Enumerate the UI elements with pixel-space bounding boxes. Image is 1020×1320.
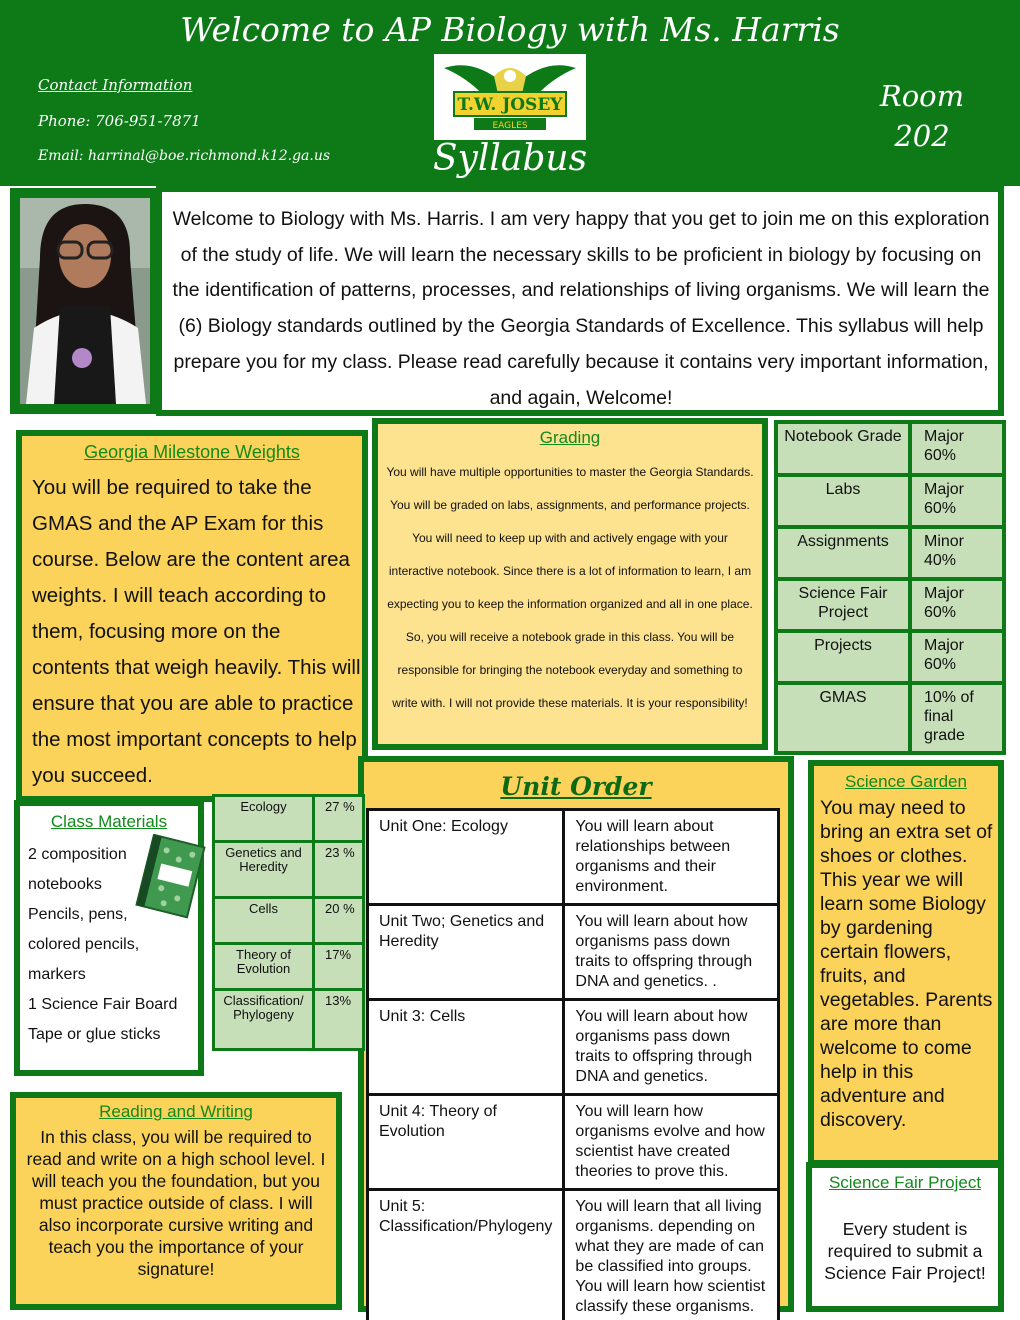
science-fair-section (806, 1162, 1004, 1312)
unit-weight-value: 13% (314, 990, 364, 1050)
grade-category: Notebook Grade (776, 422, 910, 475)
table-row (776, 422, 1004, 475)
grading-text: You will have multiple opportunities to master the Georgia Standards. You will be graded on labs, assignments, and performance projects. You will need to keep up with and actively engage with your interactive notebook. Since there is a lot of information to learn, I am expecting you to keep the information organized and all in one place. So, you will receive a notebook grade in this class. You will be responsible for bringing the notebook everyday and something to write with. I will not provide these materials. It is your responsibility! (386, 465, 754, 710)
table-row (776, 475, 1004, 527)
table-row (776, 579, 1004, 631)
materials-heading: Class Materials (50, 812, 168, 831)
unit-weight-value: 23 % (314, 842, 364, 898)
reading-text: In this class, you will be required to read and write on a high school level. I will teach you the foundation, but you must practice outside of class. I will also incorporate cursive writing and teach you the importance of your signature! (26, 1127, 326, 1279)
list-item: 2 composition notebooks (28, 846, 127, 893)
table-row (214, 990, 364, 1050)
grade-category: GMAS (776, 683, 910, 753)
unit-weight-label: Genetics and Heredity (214, 842, 314, 898)
list-item: 1 Science Fair Board (28, 996, 178, 1013)
table-row (776, 631, 1004, 683)
table-row (368, 1000, 779, 1095)
grade-category: Projects (776, 631, 910, 683)
table-row (368, 1190, 779, 1320)
grade-weight: Major 60% (910, 579, 1004, 631)
grading-section (372, 418, 768, 750)
unit-weight-label: Theory of Evolution (214, 944, 314, 990)
unit-name: Unit Two; Genetics and Heredity (368, 905, 564, 1000)
unit-description: You will learn about how organisms pass down traits to offspring through DNA and genetics. (564, 1000, 779, 1095)
unit-description: You will learn that all living organisms. depending on what they are made of can be classified into groups. You will learn how scientist classify these organisms. (564, 1190, 779, 1320)
gmas-weights-section (16, 430, 368, 802)
unit-weights-table (212, 794, 365, 1051)
gmas-text: You will be required to take the GMAS and the AP Exam for this course. Below are the content area weights. I will teach according to them, focusing more on the contents that weigh heavily. This will ensure that you are able to practice the most important concepts to help you succeed. (32, 476, 361, 787)
list-item: Tape or glue sticks (28, 1026, 161, 1043)
unit-weight-label: Classification/ Phylogeny (214, 990, 314, 1050)
grade-weight: Major 60% (910, 422, 1004, 475)
list-item: Pencils, pens, colored pencils, markers (28, 906, 140, 983)
unit-order-heading: Unit Order (500, 772, 652, 801)
welcome-section (156, 186, 1004, 416)
unit-name: Unit One: Ecology (368, 810, 564, 905)
reading-writing-section (10, 1092, 342, 1310)
unit-weight-label: Ecology (214, 796, 314, 842)
logo-subtext: EAGLES (492, 121, 528, 131)
unit-weight-value: 20 % (314, 898, 364, 944)
grading-heading: Grading (539, 428, 601, 447)
reading-heading: Reading and Writing (99, 1102, 253, 1121)
garden-text: You may need to bring an extra set of shoes or clothes. This year we will learn some Biology by gardening certain flowers, fruits, and vegetables. Parents are more than welcome to come help in this adventure and discovery. (820, 797, 993, 1131)
table-row (368, 1095, 779, 1190)
composition-notebook-icon (134, 834, 206, 922)
table-row (368, 810, 779, 905)
unit-description: You will learn about relationships between organisms and their environment. (564, 810, 779, 905)
grade-category: Assignments (776, 527, 910, 579)
contact-email: Email: harrinal@boe.richmond.k12.ga.us (38, 148, 331, 164)
unit-weight-label: Cells (214, 898, 314, 944)
garden-heading: Science Garden (845, 772, 967, 791)
welcome-text: Welcome to Biology with Ms. Harris. I am very happy that you get to join me on this exploration of the study of life. We will learn the necessary skills to be proficient in biology by focusing on the identification of patterns, processes, and relationships of living organisms. We will learn the (6) Biology standards outlined by the Georgia Standards of Excellence. This syllabus will help prepare you for my class. Please read carefully because it contains very important information, and again, Welcome! (172, 208, 990, 409)
unit-name: Unit 5: Classification/Phylogeny (368, 1190, 564, 1320)
science-garden-section (808, 760, 1004, 1166)
fair-heading: Science Fair Project (828, 1173, 982, 1192)
room-number: Room 202 (879, 79, 965, 153)
grade-weight: 10% of final grade (910, 683, 1004, 753)
unit-description: You will learn how organisms evolve and how scientist have created theories to prove this. (564, 1095, 779, 1190)
contact-heading: Contact Information (38, 76, 193, 94)
table-row (214, 898, 364, 944)
contact-phone: Phone: 706-951-7871 (38, 112, 201, 130)
teacher-photo (10, 188, 160, 414)
teacher-portrait-icon (20, 198, 150, 404)
grade-weight: Major 60% (910, 475, 1004, 527)
table-row (368, 905, 779, 1000)
fair-text: Every student is required to submit a Science Fair Project! (824, 1219, 986, 1283)
grade-weights-table (774, 420, 1006, 755)
unit-name: Unit 4: Theory of Evolution (368, 1095, 564, 1190)
table-row (776, 527, 1004, 579)
syllabus-title: Syllabus (432, 138, 588, 179)
eagle-logo-icon (434, 54, 586, 140)
table-row (214, 842, 364, 898)
logo-text: T.W. JOSEY (457, 95, 563, 115)
school-logo (434, 54, 586, 140)
unit-weight-value: 17% (314, 944, 364, 990)
gmas-heading: Georgia Milestone Weights (84, 442, 300, 462)
table-row (214, 944, 364, 990)
grade-weight: Minor 40% (910, 527, 1004, 579)
unit-order-table (366, 808, 780, 1320)
table-row (776, 683, 1004, 753)
grade-category: Labs (776, 475, 910, 527)
unit-description: You will learn about how organisms pass down traits to offspring through DNA and genetics. . (564, 905, 779, 1000)
grade-weight: Major 60% (910, 631, 1004, 683)
unit-name: Unit 3: Cells (368, 1000, 564, 1095)
page-title: Welcome to AP Biology with Ms. Harris (180, 10, 840, 49)
unit-weight-value: 27 % (314, 796, 364, 842)
grade-category: Science Fair Project (776, 579, 910, 631)
table-row (214, 796, 364, 842)
